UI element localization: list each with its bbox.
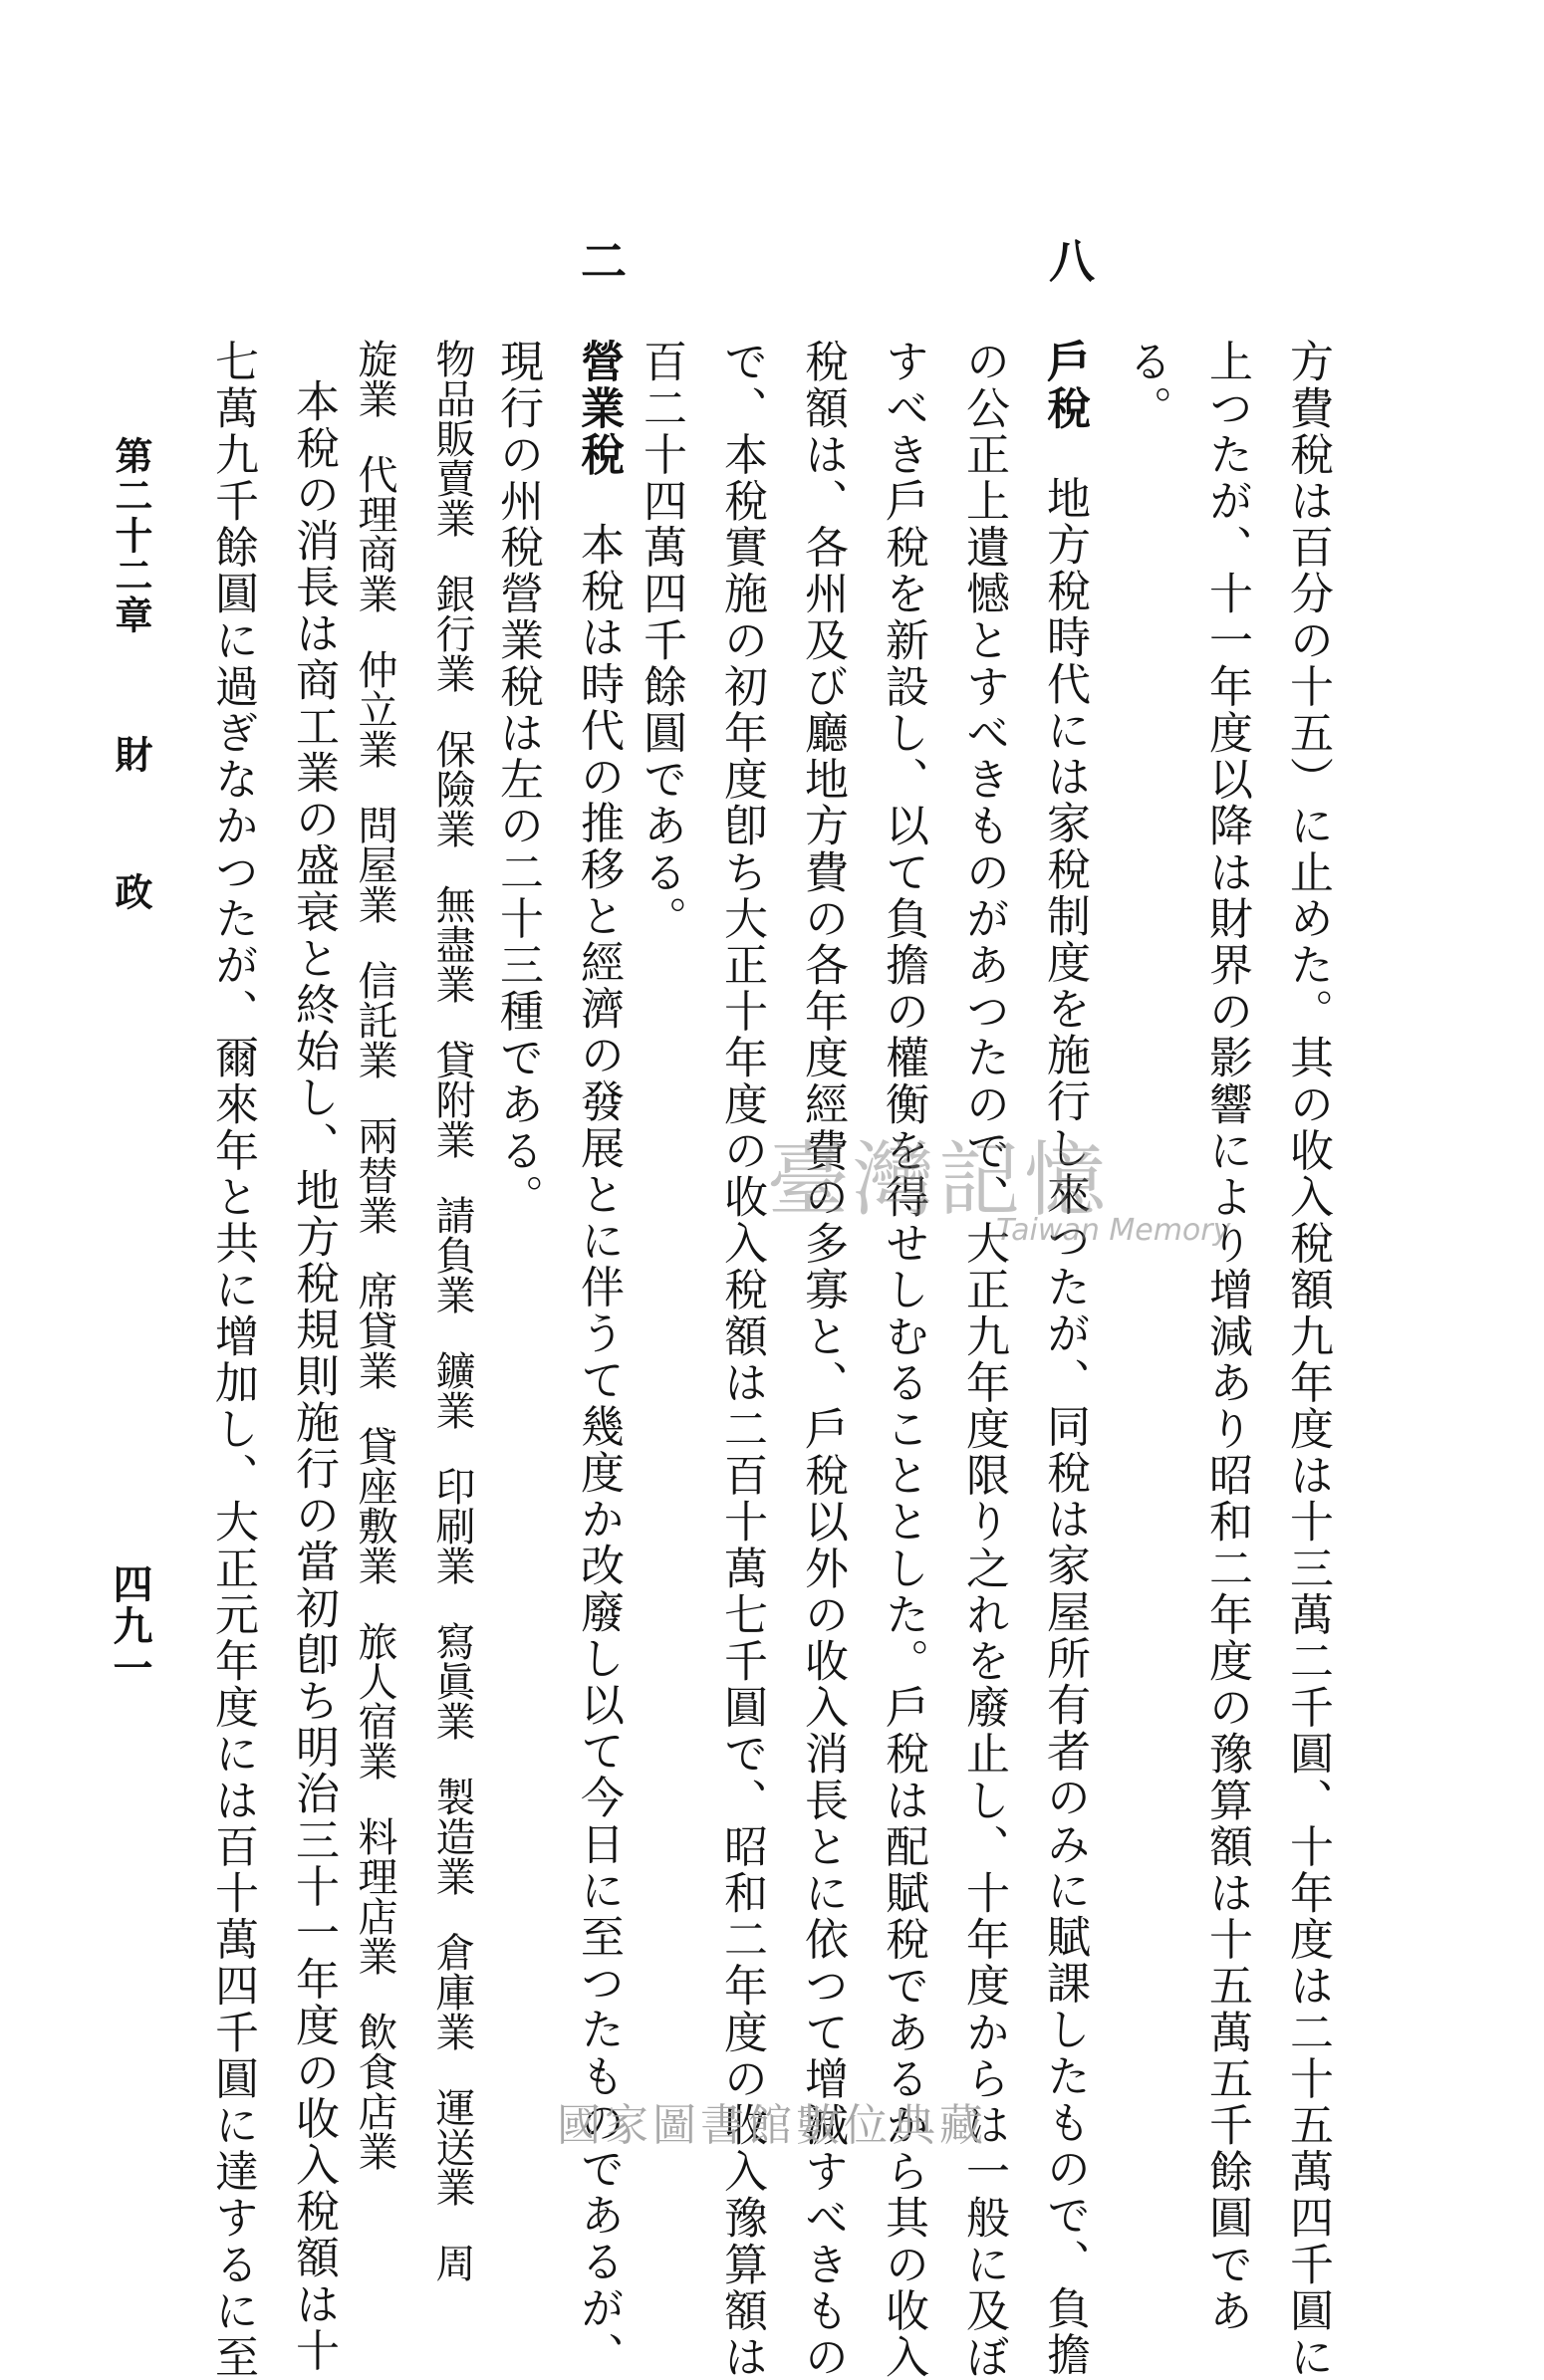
text-line-4: [1039, 339, 1090, 2378]
business-type: 旋業: [352, 339, 397, 418]
business-type: 製造業: [429, 1777, 475, 1896]
section-number-two: 二: [574, 237, 628, 283]
text-line-9: 百二十四萬四千餘圓である。: [636, 339, 686, 942]
section-label-b: 政: [109, 872, 152, 910]
chapter-label: 第二十二章: [109, 436, 152, 635]
library-credit: 國家圖書館數位典藏: [557, 2100, 987, 2151]
text-line-16: 七萬九千餘圓に過ぎなかつたが、爾來年と共に增加し、大正元年度には百十萬四千圓に達するに至: [207, 339, 258, 2380]
business-type: 仲立業: [352, 649, 397, 769]
running-header: [109, 436, 152, 910]
page-number: 四九一: [107, 1563, 152, 1689]
text-line-11: 現行の州稅營業稅は左の二十三種である。: [492, 339, 543, 1221]
watermark-subtitle: Taiwan Memory: [996, 1213, 1231, 1248]
business-type: 代理商業: [352, 454, 397, 613]
text-line-10-body: 本稅は時代の推移と經濟の發展とに伴うて幾度か改廢し以て今日に至つたものであるが、: [573, 521, 624, 2378]
business-type: 兩替業: [352, 1115, 397, 1235]
text-line-5: の公正上遺憾とすべきものがあつたので、大正九年度限り之れを廢止し、十年度からは一般に及ぼ: [958, 339, 1009, 2380]
business-type: 鑛業: [429, 1350, 475, 1430]
text-line-6: すべき戶稅を新設し、以て負擔の權衡を得せしむることとした。戶稅は配賦稅であるから其の收入: [878, 339, 928, 2380]
text-line-15: 本稅の消長は商工業の盛衰と終始し、地方稅規則施行の當初卽ち明治三十一年度の收入稅額は十: [288, 378, 339, 2374]
business-type: 倉庫業: [429, 1932, 475, 2051]
business-type: 旅人宿業: [352, 1621, 397, 1781]
text-line-10: [573, 339, 624, 2378]
business-type-list-2: [352, 339, 397, 2207]
text-line-1: 方費稅は百分の十五）に止めた。其の收入稅額九年度は十三萬二千圓、十年度は二十五萬四千圓に: [1282, 339, 1333, 2380]
business-type: 無盡業: [429, 884, 475, 1004]
business-type: 席貸業: [352, 1271, 397, 1390]
business-type: 料理店業: [352, 1816, 397, 1976]
section-number-eight: 八: [1042, 237, 1096, 283]
text-line-3: る。: [1121, 339, 1171, 432]
business-type: 貸附業: [429, 1040, 475, 1159]
section-title-business-tax: 營業稅: [573, 339, 624, 478]
business-type: 物品販賣業: [429, 339, 475, 538]
business-type: 寫眞業: [429, 1621, 475, 1741]
section-title-household-tax: 戶稅: [1039, 339, 1090, 432]
business-type: 保險業: [429, 729, 475, 848]
business-type: 請負業: [429, 1195, 475, 1314]
text-line-2: 上つたが、十一年度以降は財界の影響により增減あり昭和二年度の豫算額は十五萬五千餘圓であ: [1201, 339, 1252, 2334]
business-type: 周: [429, 2243, 475, 2282]
business-type: 運送業: [429, 2087, 475, 2207]
business-type: 飲食店業: [352, 2012, 397, 2171]
text-line-7: 稅額は、各州及び廳地方費の各年度經費の多寡と、戶稅以外の收入消長とに依つて增減すべきもの: [797, 339, 848, 2380]
watermark-logo: 臺灣記憶: [767, 1133, 1111, 1228]
text-line-8: で、本稅實施の初年度卽ち大正十年度の收入稅額は二百十萬七千圓で、昭和二年度の收入豫算額は: [716, 339, 767, 2380]
business-type: 印刷業: [429, 1466, 475, 1585]
business-type: 銀行業: [429, 574, 475, 693]
business-type: 貸座敷業: [352, 1426, 397, 1585]
business-type-list-1: [429, 339, 475, 2318]
section-label-a: 財: [109, 735, 152, 773]
business-type: 問屋業: [352, 805, 397, 924]
text-line-4-body: 地方稅時代には家稅制度を施行し來つたが、同稅は家屋所有者のみに賦課したもので、負擔: [1039, 475, 1090, 2378]
business-type: 信託業: [352, 960, 397, 1079]
